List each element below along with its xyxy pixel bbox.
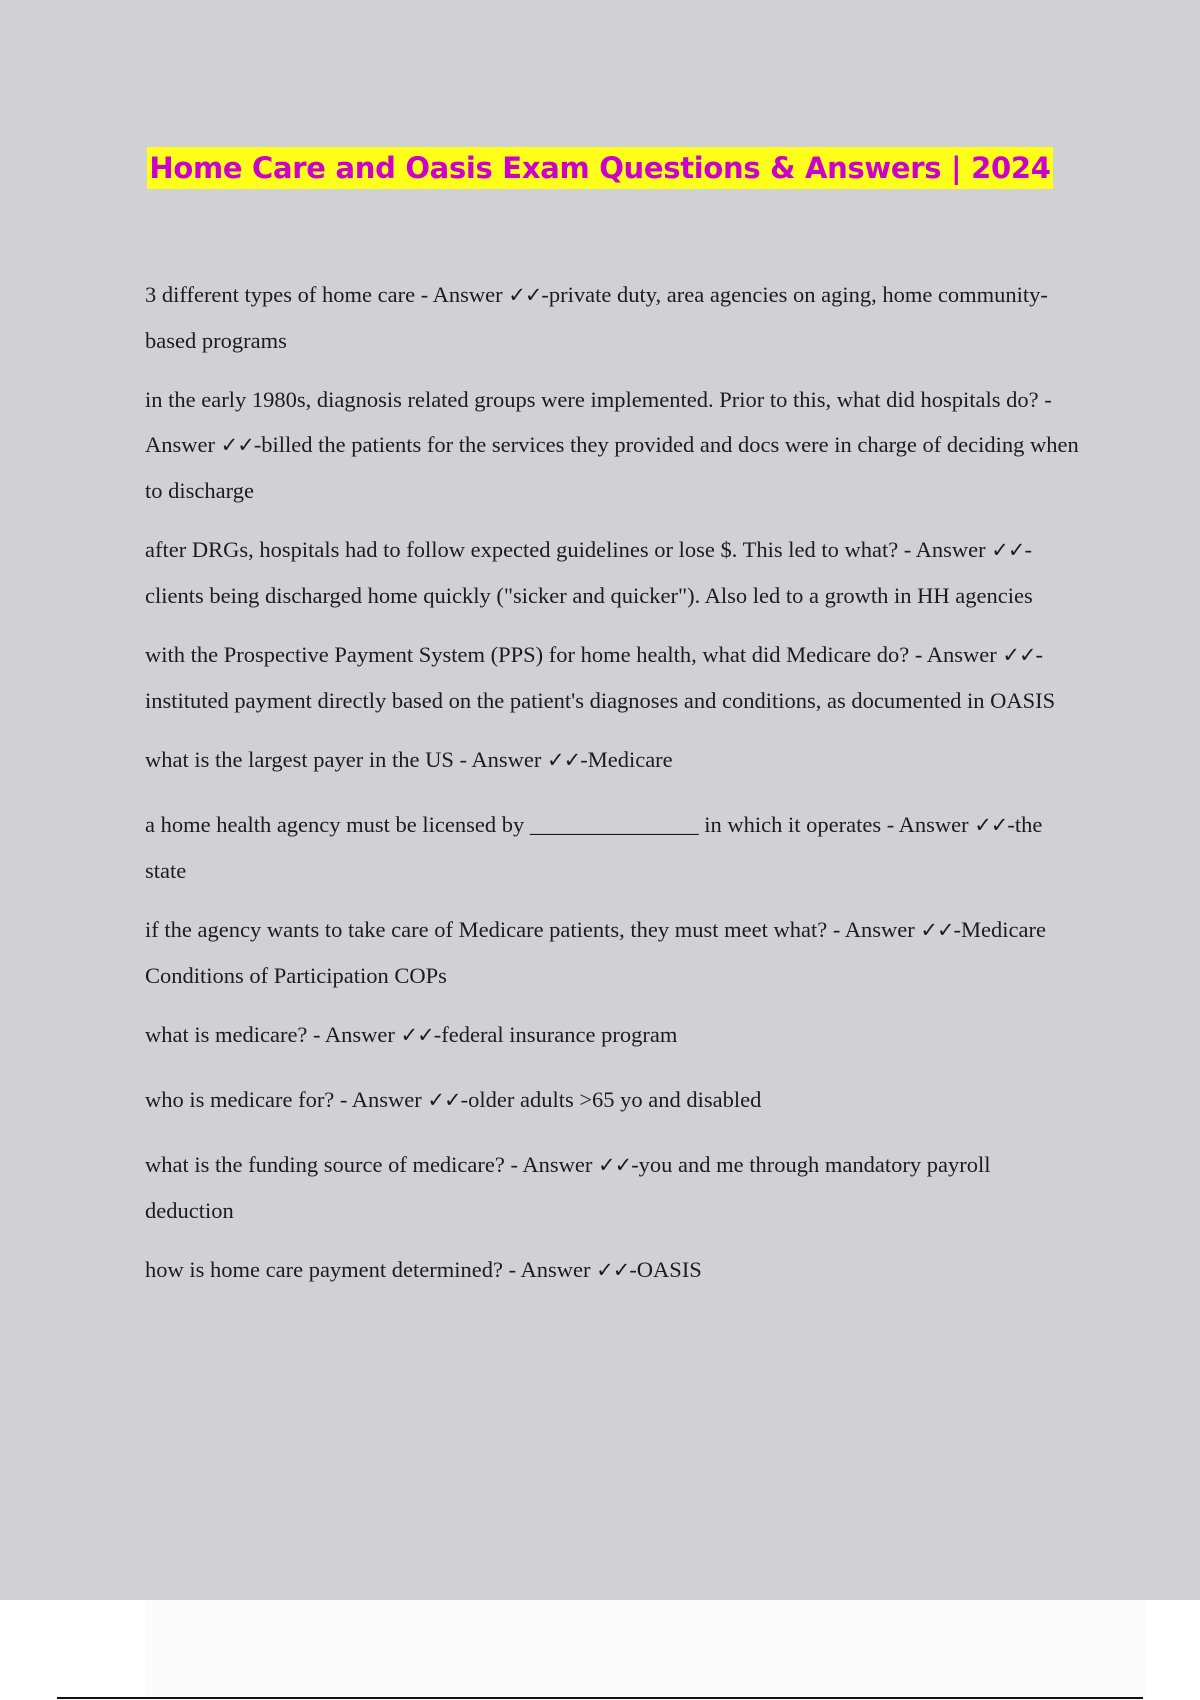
- next-page-preview: [145, 1600, 1145, 1696]
- question-text: if the agency wants to take care of Medicare patients, they must meet what? - Answer: [145, 917, 921, 942]
- answer-text: -federal insurance program: [433, 1022, 678, 1047]
- question-text: what is the largest payer in the US - Answer: [145, 747, 548, 772]
- qa-item: [145, 1012, 1080, 1058]
- answer-text: -clients being discharged home quickly ("sicker and quicker"). Also led to a growth in HH agencies: [145, 537, 1033, 608]
- double-check-icon: ✓✓: [508, 283, 542, 307]
- answer-text: -private duty, area agencies on aging, home community-based programs: [145, 282, 1048, 353]
- answer-text: -billed the patients for the services they provided and docs were in charge of deciding when to discharge: [145, 432, 1079, 503]
- question-text: 3 different types of home care - Answer: [145, 282, 509, 307]
- double-check-icon: ✓✓: [400, 1023, 434, 1047]
- answer-text: -older adults >65 yo and disabled: [460, 1087, 762, 1112]
- question-text: what is the funding source of medicare? - Answer: [145, 1152, 598, 1177]
- page-divider: [57, 1697, 1143, 1699]
- question-text: with the Prospective Payment System (PPS) for home health, what did Medicare do? - Answer: [145, 642, 1003, 667]
- qa-item: [145, 907, 1080, 998]
- double-check-icon: ✓✓: [974, 813, 1008, 837]
- question-text: how is home care payment determined? - Answer: [145, 1257, 597, 1282]
- qa-item: [145, 802, 1080, 893]
- answer-text: -you and me through mandatory payroll deduction: [145, 1152, 991, 1223]
- qa-item: [145, 737, 1080, 783]
- answer-text: -Medicare: [580, 747, 673, 772]
- qa-item: [145, 272, 1080, 363]
- qa-list: [145, 272, 1080, 1307]
- qa-item: [145, 1077, 1080, 1123]
- question-text: a home health agency must be licensed by _______________ in which it operates - Answer: [145, 812, 975, 837]
- question-text: after DRGs, hospitals had to follow expected guidelines or lose $. This led to what? - Answer: [145, 537, 992, 562]
- double-check-icon: ✓✓: [920, 918, 954, 942]
- document-title: Home Care and Oasis Exam Questions & Answers | 2024: [147, 147, 1052, 189]
- qa-item: [145, 527, 1080, 618]
- qa-item: [145, 1142, 1080, 1233]
- answer-text: -Medicare Conditions of Participation COPs: [145, 917, 1046, 988]
- question-text: in the early 1980s, diagnosis related groups were implemented. Prior to this, what did hospitals do? - Answer: [145, 387, 1052, 457]
- double-check-icon: ✓✓: [547, 748, 581, 772]
- qa-item: [145, 377, 1080, 513]
- question-text: what is medicare? - Answer: [145, 1022, 401, 1047]
- answer-text: -the state: [145, 812, 1043, 883]
- double-check-icon: ✓✓: [596, 1258, 630, 1282]
- double-check-icon: ✓✓: [991, 538, 1025, 562]
- question-text: who is medicare for? - Answer: [145, 1087, 428, 1112]
- title-wrap: [0, 147, 1200, 189]
- double-check-icon: ✓✓: [427, 1088, 461, 1112]
- answer-text: -instituted payment directly based on the patient's diagnoses and conditions, as documented in OASIS: [145, 642, 1056, 713]
- answer-text: -OASIS: [629, 1257, 702, 1282]
- qa-item: [145, 632, 1080, 723]
- double-check-icon: ✓✓: [220, 433, 254, 457]
- qa-item: [145, 1247, 1080, 1293]
- double-check-icon: ✓✓: [1002, 643, 1036, 667]
- double-check-icon: ✓✓: [597, 1153, 632, 1177]
